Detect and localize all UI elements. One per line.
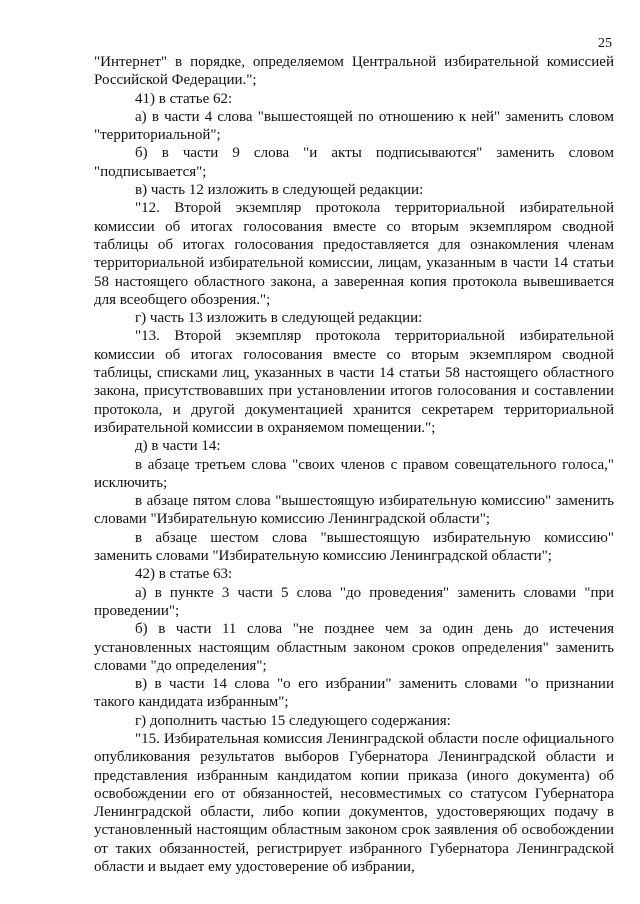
paragraph-abzac-3: в абзаце третьем слова "своих членов с правом совещательного голоса," исключить; bbox=[94, 456, 614, 491]
paragraph-part-12-text: "12. Второй экземпляр протокола территориальной избирательной комиссии об итогах голосования вместе со вторым экземпляром сводной таблицы об итогах голосования предоставляется для ознакомления членам территориальной избирательной комиссии, лицам, указанным в части 14 статьи 58 настоящего областного закона, а заверенная копия протокола вывешивается для всеобщего обозрения."; bbox=[94, 200, 614, 308]
page-number: 25 bbox=[598, 36, 612, 51]
paragraph-internet-end: "Интернет" в порядке, определяемом Центральной избирательной комиссией Российской Федерации."; bbox=[94, 54, 614, 89]
paragraph-abzac-6: в абзаце шестом слова "вышестоящую избирательную комиссию" заменить словами "Избирательную комиссию Ленинградской области"; bbox=[94, 529, 614, 565]
document-body bbox=[94, 53, 614, 876]
paragraph-62-d: д) в части 14: bbox=[135, 438, 221, 455]
paragraph-63-v: в) в части 14 слова "о его избрании" заменить словами "о признании такого кандидата избранным"; bbox=[94, 676, 614, 711]
paragraph-part-13-text: "13. Второй экземпляр протокола территориальной избирательной комиссии об итогах голосования вместе со вторым экземпляром сводной таблицы, списками лиц, указанных в части 14 статьи 58 настоящего областного закона, присутствовавших при установлении итогов голосования и составлении протокола, и другой документацией хранится секретарем территориальной избирательной комиссии в охраняемом помещении."; bbox=[94, 328, 614, 436]
paragraph-item-42: 42) в статье 63: bbox=[135, 566, 233, 583]
paragraph-62-g: г) часть 13 изложить в следующей редакции: bbox=[135, 310, 423, 327]
paragraph-63-g: г) дополнить частью 15 следующего содержания: bbox=[135, 712, 451, 729]
paragraph-part-15-text: "15. Избирательная комиссия Ленинградской области после официального опубликования результатов выборов Губернатора Ленинградской области и представления избранным кандидатом копии приказа (иного документа) об освобождении его от обязанностей, несовместимых со статусом Губернатора Ленинградской области, либо копии документов, удостоверяющих подачу в установленный настоящим областным законом срок заявления об освобождении от таких обязанностей, регистрирует избранного Губернатора Ленинградской области и выдает ему удостоверение об избрании, bbox=[94, 730, 614, 876]
paragraph-62-b: б) в части 9 слова "и акты подписываются" заменить словом "подписывается"; bbox=[94, 145, 614, 180]
paragraph-63-a: а) в пункте 3 части 5 слова "до проведения" заменить словами "при проведении"; bbox=[94, 584, 614, 619]
paragraph-item-41: 41) в статье 62: bbox=[135, 90, 233, 107]
paragraph-62-v: в) часть 12 изложить в следующей редакции: bbox=[135, 182, 424, 199]
paragraph-63-b: б) в части 11 слова "не позднее чем за один день до истечения установленных настоящим областным законом сроков определения" заменить словами "до определения"; bbox=[94, 621, 614, 674]
paragraph-62-a: а) в части 4 слова "вышестоящей по отношению к ней" заменить словом "территориальной"; bbox=[94, 108, 614, 144]
paragraph-abzac-5: в абзаце пятом слова "вышестоящую избирательную комиссию" заменить словами "Избирательную комиссию Ленинградской области"; bbox=[94, 493, 614, 528]
